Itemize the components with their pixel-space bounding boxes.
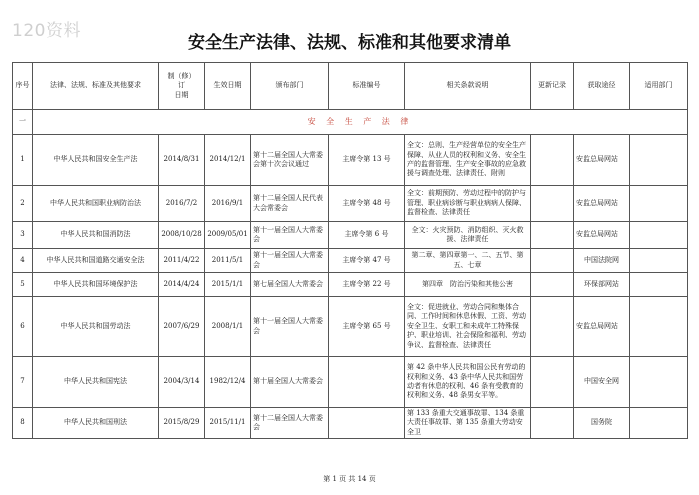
cell-seq: 7 [13, 357, 33, 408]
cell-clauses: 全文：促进就业、劳动合同和集体合同、工作时间和休息休假、工资、劳动安全卫生、女职工和未成年工特殊保护、职业培训、社会保险和福利、劳动争议、监督检查、法律责任 [405, 297, 531, 357]
col-header-clauses: 相关条款说明 [405, 63, 531, 110]
col-header-issuer: 颁布部门 [251, 63, 329, 110]
table-row [13, 273, 688, 297]
col-header-code: 标准编号 [329, 63, 405, 110]
cell-effective-date: 2011/5/1 [205, 249, 251, 273]
cell-update [531, 408, 574, 439]
section-row [13, 110, 688, 135]
table-row [13, 186, 688, 222]
cell-issuer: 第十二届全国人大常委会第十次会议通过 [251, 135, 329, 186]
cell-clauses: 第 133 条重大交通事故罪、134 条重大责任事故罪、第 135 条重大劳动安全卫 [405, 408, 531, 439]
cell-name: 中华人民共和国道路交通安全法 [33, 249, 159, 273]
page-title: 安全生产法律、法规、标准和其他要求清单 [188, 33, 511, 53]
cell-revise-date: 2008/10/28 [159, 222, 205, 249]
cell-issuer: 第十二届全国人大常委会 [251, 408, 329, 439]
col-header-source: 获取途径 [574, 63, 630, 110]
col-header-name: 法律、法规、标准及其他要求 [33, 63, 159, 110]
table-row [13, 135, 688, 186]
cell-issuer: 第十一届全国人大常委会 [251, 222, 329, 249]
table-header-row [13, 63, 688, 110]
cell-update [531, 135, 574, 186]
cell-name: 中华人民共和国环境保护法 [33, 273, 159, 297]
cell-dept [630, 408, 688, 439]
table-row [13, 222, 688, 249]
col-header-effective-date: 生效日期 [205, 63, 251, 110]
cell-dept [630, 357, 688, 408]
cell-name: 中华人民共和国安全生产法 [33, 135, 159, 186]
cell-name: 中华人民共和国刑法 [33, 408, 159, 439]
cell-effective-date: 1982/12/4 [205, 357, 251, 408]
cell-source: 国务院 [574, 408, 630, 439]
cell-revise-date: 2011/4/22 [159, 249, 205, 273]
cell-seq: 6 [13, 297, 33, 357]
cell-effective-date: 2008/1/1 [205, 297, 251, 357]
cell-source: 安监总局网站 [574, 135, 630, 186]
cell-revise-date: 2004/3/14 [159, 357, 205, 408]
cell-code: 主席令第 22 号 [329, 273, 405, 297]
cell-update [531, 357, 574, 408]
cell-name: 中华人民共和国劳动法 [33, 297, 159, 357]
cell-source: 安监总局网站 [574, 222, 630, 249]
cell-seq: 8 [13, 408, 33, 439]
cell-revise-date: 2014/4/24 [159, 273, 205, 297]
cell-source: 安监总局网站 [574, 186, 630, 222]
cell-code: 主席令第 65 号 [329, 297, 405, 357]
cell-revise-date: 2015/8/29 [159, 408, 205, 439]
cell-issuer: 第十一届全国人大常委会 [251, 249, 329, 273]
cell-dept [630, 222, 688, 249]
cell-effective-date: 2014/12/1 [205, 135, 251, 186]
cell-update [531, 249, 574, 273]
cell-revise-date: 2016/7/2 [159, 186, 205, 222]
cell-dept [630, 273, 688, 297]
cell-clauses: 第四章 防治污染和其他公害 [405, 273, 531, 297]
cell-clauses: 全文：火灾预防、消防组织、灭火救援、法律责任 [405, 222, 531, 249]
cell-update [531, 273, 574, 297]
cell-seq: 1 [13, 135, 33, 186]
cell-code [329, 357, 405, 408]
table-row [13, 408, 688, 439]
cell-dept [630, 186, 688, 222]
table-row [13, 297, 688, 357]
cell-effective-date: 2016/9/1 [205, 186, 251, 222]
cell-seq: 4 [13, 249, 33, 273]
cell-effective-date: 2015/11/1 [205, 408, 251, 439]
cell-issuer: 第十一届全国人大常委会 [251, 297, 329, 357]
table-row [13, 249, 688, 273]
cell-update [531, 222, 574, 249]
section-title: 安 全 生 产 法 律 [33, 110, 688, 135]
page-footer: 第 1 页 共 14 页 [323, 475, 376, 483]
cell-seq: 5 [13, 273, 33, 297]
cell-effective-date: 2009/05/01 [205, 222, 251, 249]
cell-code [329, 408, 405, 439]
cell-dept [630, 297, 688, 357]
cell-issuer: 第七届全国人大常委会 [251, 273, 329, 297]
cell-dept [630, 135, 688, 186]
cell-seq: 3 [13, 222, 33, 249]
col-header-seq: 序号 [13, 63, 33, 110]
cell-issuer: 第十届全国人大常委会 [251, 357, 329, 408]
cell-name: 中华人民共和国职业病防治法 [33, 186, 159, 222]
cell-clauses: 第 42 条中华人民共和国公民有劳动的权利和义务、43 条中华人民共和国劳动者有休息的权利、46 条有受教育的权利和义务、48 条男女平等。 [405, 357, 531, 408]
cell-issuer: 第十二届全国人民代表大会常委会 [251, 186, 329, 222]
cell-name: 中华人民共和国宪法 [33, 357, 159, 408]
cell-code: 主席令第 47 号 [329, 249, 405, 273]
cell-revise-date: 2014/8/31 [159, 135, 205, 186]
cell-source: 中国安全网 [574, 357, 630, 408]
table-row [13, 357, 688, 408]
watermark: 120资料 [12, 21, 81, 41]
cell-code: 主席令第 13 号 [329, 135, 405, 186]
col-header-revise-date: 制（修） 订 日期 [159, 63, 205, 110]
col-header-update: 更新记录 [531, 63, 574, 110]
cell-name: 中华人民共和国消防法 [33, 222, 159, 249]
cell-source: 中国法院网 [574, 249, 630, 273]
cell-revise-date: 2007/6/29 [159, 297, 205, 357]
cell-update [531, 297, 574, 357]
cell-code: 主席令第 48 号 [329, 186, 405, 222]
cell-source: 安监总局网站 [574, 297, 630, 357]
cell-clauses: 全文：总则、生产经营单位的安全生产保障、从业人员的权利和义务、安全生产的监督管理、生产安全事故的应急救援与调查处理、法律责任、附则 [405, 135, 531, 186]
cell-update [531, 186, 574, 222]
cell-dept [630, 249, 688, 273]
cell-code: 主席令第 6 号 [329, 222, 405, 249]
cell-seq: 2 [13, 186, 33, 222]
section-seq: 一 [13, 110, 33, 135]
col-header-dept: 适用部门 [630, 63, 688, 110]
cell-clauses: 全文：前期预防、劳动过程中的防护与管理、职业病诊断与职业病病人保障、监督检查、法律责任 [405, 186, 531, 222]
cell-effective-date: 2015/1/1 [205, 273, 251, 297]
cell-clauses: 第二章、第四章第一、二、五节、第五、七章 [405, 249, 531, 273]
regulations-table [12, 62, 688, 439]
cell-source: 环保部网站 [574, 273, 630, 297]
